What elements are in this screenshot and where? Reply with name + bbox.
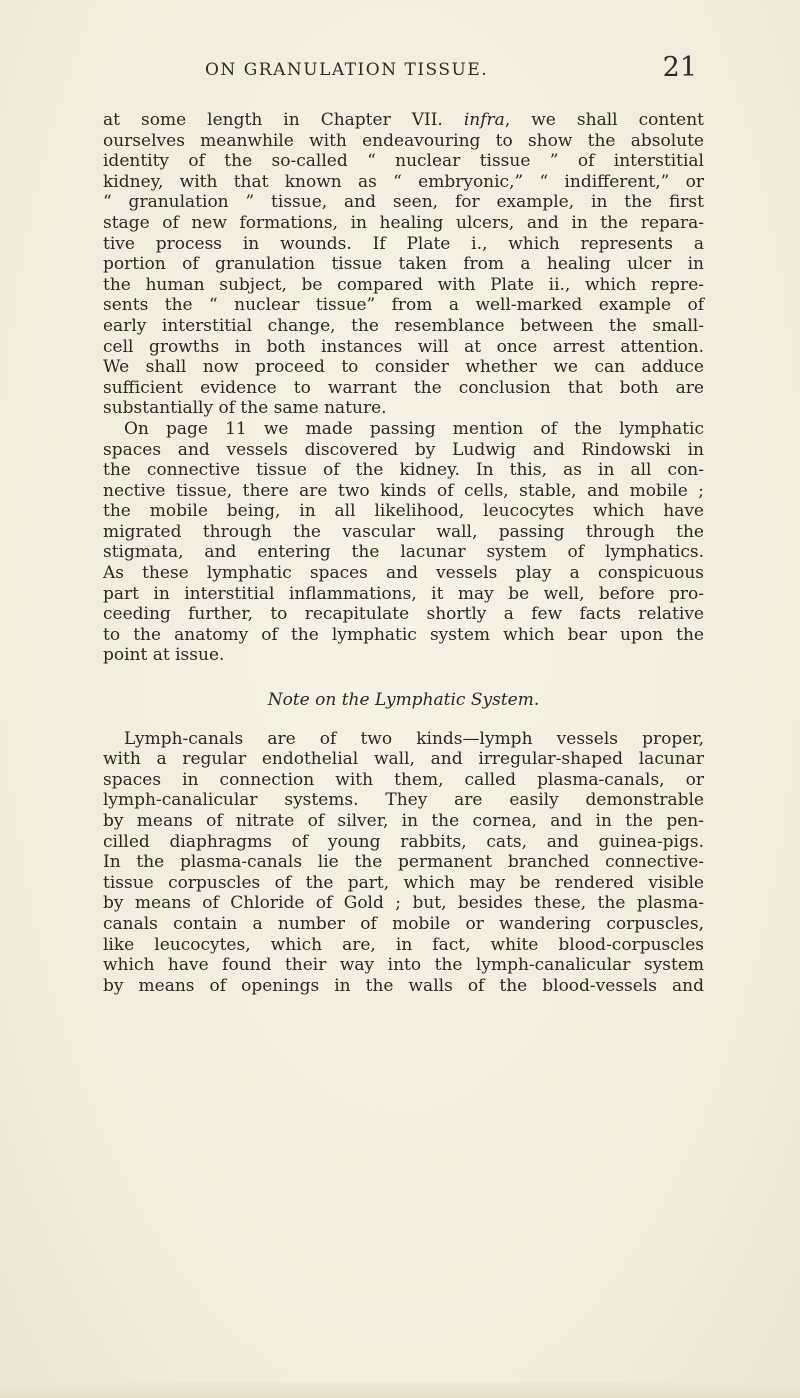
text-line: stigmata, and entering the lacunar system of lymphatics. (103, 542, 704, 563)
text-line: identity of the so-called “ nuclear tissue ” of interstitial (103, 151, 704, 172)
running-head (0, 52, 800, 88)
text-line: cell growths in both instances will at once arrest attention. (103, 336, 704, 357)
text-line: to the anatomy of the lymphatic system which bear upon the (103, 624, 704, 645)
page-number: 21 (662, 52, 697, 83)
text-line: which have found their way into the lymph-canalicular system (103, 955, 704, 976)
text-line: part in interstitial inflammations, it may be well, before pro- (103, 583, 704, 604)
text-line: migrated through the vascular wall, passing through the (103, 521, 704, 542)
running-title: ON GRANULATION TISSUE. (205, 60, 489, 80)
text-line: by means of nitrate of silver, in the cornea, and in the pen- (103, 811, 704, 831)
text-line: As these lymphatic spaces and vessels play a conspicuous (103, 563, 704, 584)
body-text (103, 110, 704, 996)
text-line: tive process in wounds. If Plate i., which represents a (103, 233, 704, 254)
text-line: kidney, with that known as “ embryonic,” “ indifferent,” or (103, 171, 704, 192)
text-line: portion of granulation tissue taken from a healing ulcer in (103, 254, 704, 275)
paragraph-2 (103, 419, 704, 666)
text-line: early interstitial change, the resemblance between the small- (103, 315, 704, 336)
text-line: sufficient evidence to warrant the conclusion that both are (103, 377, 704, 398)
text-line: tissue corpuscles of the part, which may be rendered visible (103, 872, 704, 893)
text-line: by means of Chloride of Gold ; but, besides these, the plasma- (103, 893, 704, 914)
text-line: the mobile being, in all likelihood, leucocytes which have (103, 501, 704, 522)
text-line: like leucocytes, which are, in fact, white blood-corpuscles (103, 934, 704, 955)
text-line: ceeding further, to recapitulate shortly a few facts relative (103, 604, 704, 625)
paragraph-1 (103, 110, 704, 419)
page-bottom-edge (0, 1382, 800, 1398)
text-line: the human subject, be compared with Plate ii., which repre- (103, 274, 704, 295)
text-line: cilled diaphragms of young rabbits, cats, and guinea-pigs. (103, 831, 704, 852)
text-line: canals contain a number of mobile or wandering corpuscles, (103, 913, 704, 934)
text-line: spaces and vessels discovered by Ludwig and Rindowski in (103, 439, 704, 460)
paragraph-3 (103, 729, 704, 997)
text-line: sents the “ nuclear tissue” from a well-marked example of (103, 295, 704, 316)
text-line: at some length in Chapter VII. infra, we shall content (103, 110, 704, 130)
text-line: nective tissue, there are two kinds of cells, stable, and mobile ; (103, 480, 704, 501)
text-line: In the plasma-canals lie the permanent branched connective- (103, 852, 704, 873)
text-line: lymph-canalicular systems. They are easily demonstrable (103, 790, 704, 811)
text-line: by means of openings in the walls of the blood-vessels and (103, 975, 704, 996)
text-line: the connective tissue of the kidney. In this, as in all con- (103, 460, 704, 481)
section-heading: Note on the Lymphatic System. (267, 690, 540, 711)
text-line: Lymph-canals are of two kinds—lymph vessels proper, (124, 728, 704, 749)
text-line: We shall now proceed to consider whether we can adduce (103, 357, 704, 378)
text-line: substantially of the same nature. (103, 398, 387, 419)
text-line: stage of new formations, in healing ulcers, and in the repara- (103, 212, 704, 233)
text-line: “ granulation ” tissue, and seen, for example, in the first (103, 192, 704, 213)
text-line: with a regular endothelial wall, and irregular-shaped lacunar (103, 749, 704, 770)
text-line: spaces in connection with them, called plasma-canals, or (103, 769, 704, 790)
text-line: point at issue. (103, 645, 225, 666)
text-line: ourselves meanwhile with endeavouring to show the absolute (103, 130, 704, 151)
text-line: On page 11 we made passing mention of the lymphatic (124, 418, 704, 439)
